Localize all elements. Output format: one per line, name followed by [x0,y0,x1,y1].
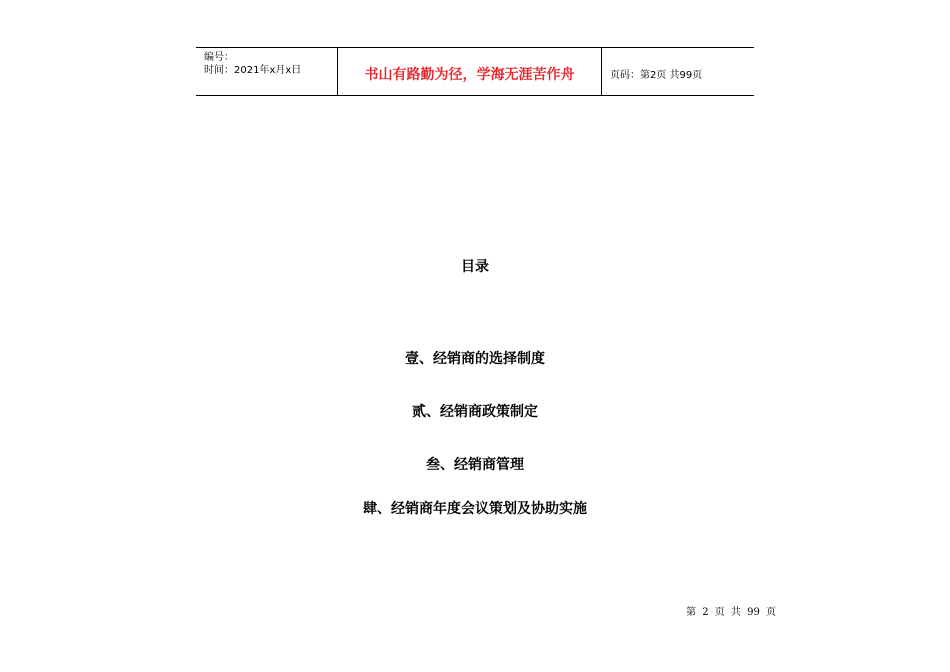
document-time-label: 时间：2021年x月x日 [204,65,302,76]
toc-item-4: 肆、经销商年度会议策划及协助实施 [363,501,587,517]
header-motto: 书山有路勤为径，学海无涯苦作舟 [364,67,575,83]
toc-item-3: 叁、经销商管理 [426,457,524,473]
header-motto-cell [337,48,602,95]
toc-item-2: 贰、经销商政策制定 [412,404,538,420]
document-number-label: 编号： [204,52,234,63]
page-header [196,47,754,96]
header-meta-cell [196,48,337,95]
header-page-code: 页码：第2页 共99页 [610,70,703,81]
header-page-cell [602,48,754,95]
toc-title: 目录 [461,259,489,275]
toc-item-1: 壹、经销商的选择制度 [405,351,545,367]
page-footer: 第 2 页 共 99 页 [686,607,776,618]
